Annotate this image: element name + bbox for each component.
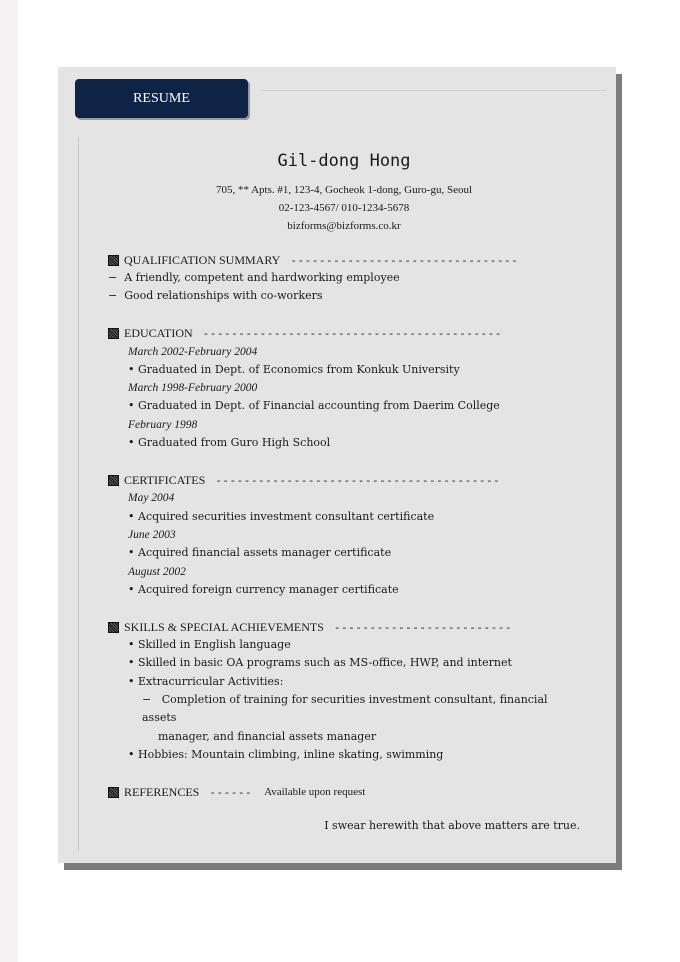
- entry-date: March 1998-February 2000: [128, 382, 258, 395]
- resume-page: [58, 67, 616, 863]
- references-note: Available upon request: [264, 786, 366, 799]
- section-title: REFERENCES: [124, 784, 200, 799]
- address: 705, ** Apts. #1, 123-4, Gocheok 1-dong, Guro-gu, Seoul: [215, 184, 473, 196]
- section-dashes: -------------------------: [333, 620, 512, 634]
- section-dashes: --------------------------------: [290, 253, 519, 267]
- section-certificates: [108, 471, 580, 489]
- section-square-icon: [108, 328, 119, 339]
- section-dashes: ------------------------------------------: [202, 327, 502, 341]
- section-title: CERTIFICATES: [124, 472, 206, 487]
- list-item: • Skilled in basic OA programs such as MS-office, HWP, and internet: [128, 656, 512, 670]
- list-item: • Hobbies: Mountain climbing, inline skating, swimming: [128, 747, 444, 761]
- contact-block: [108, 181, 580, 235]
- section-square-icon: [108, 622, 119, 633]
- section-square-icon: [108, 475, 119, 486]
- entry-date: March 2002-February 2004: [128, 345, 258, 358]
- closing-statement: I swear herewith that above matters are true.: [324, 819, 580, 833]
- entry-date: June 2003: [128, 528, 176, 541]
- entry-text: • Graduated in Dept. of Economics from Konkuk University: [128, 362, 460, 376]
- section-dashes: ----------------------------------------: [215, 473, 501, 487]
- email: bizforms@bizforms.co.kr: [287, 220, 401, 232]
- entry-text: • Acquired foreign currency manager certificate: [128, 582, 399, 596]
- section-dashes: ------: [209, 785, 253, 799]
- list-item: • Skilled in English language: [128, 638, 291, 652]
- section-square-icon: [108, 787, 119, 798]
- section-skills: [108, 618, 580, 636]
- sub-item-continued: manager, and financial assets manager: [158, 729, 377, 743]
- applicant-name: Gil-dong Hong: [277, 151, 411, 171]
- entry-date: February 1998: [128, 418, 198, 431]
- resume-tab-label: RESUME: [133, 90, 190, 106]
- section-square-icon: [108, 255, 119, 266]
- resume-tab: [75, 79, 248, 118]
- entry-date: August 2002: [128, 565, 186, 578]
- left-rule: [78, 137, 79, 851]
- left-margin-strip: [0, 0, 18, 962]
- section-education: [108, 325, 580, 343]
- section-references: [108, 783, 580, 801]
- list-item: − Good relationships with co-workers: [108, 289, 323, 303]
- phone: 02-123-4567/ 010-1234-5678: [278, 202, 410, 214]
- section-title: EDUCATION: [124, 326, 193, 341]
- section-title: QUALIFICATION SUMMARY: [124, 252, 281, 267]
- resume-content: [108, 151, 580, 832]
- entry-text: • Acquired securities investment consultant certificate: [128, 509, 435, 523]
- tab-divider: [261, 90, 606, 91]
- section-title: SKILLS & SPECIAL ACHIEVEMENTS: [124, 619, 324, 634]
- list-item: − A friendly, competent and hardworking employee: [108, 271, 400, 284]
- list-item: • Extracurricular Activities:: [128, 674, 284, 688]
- entry-text: • Graduated from Guro High School: [128, 436, 331, 450]
- sub-item: − Completion of training for securities investment consultant, financial assets: [142, 693, 548, 725]
- entry-text: • Acquired financial assets manager certificate: [128, 546, 392, 560]
- entry-date: May 2004: [128, 492, 175, 505]
- entry-text: • Graduated in Dept. of Financial accounting from Daerim College: [128, 399, 500, 413]
- section-qualification: [108, 251, 580, 269]
